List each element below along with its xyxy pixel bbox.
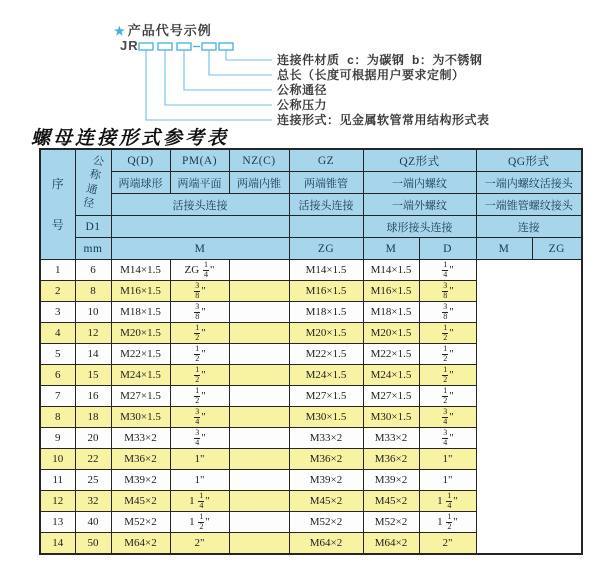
cell-qz-d: M45×2 [289,491,363,512]
connector-line [226,50,272,60]
pm-sub-label: 两端平面 [170,172,229,194]
cell-gz: 1" [170,470,229,491]
cell-gz: 1 $\frac{1}{2}$ " [170,512,229,533]
fraction: $\frac{1}{2}$ [443,364,448,384]
cell-qz-d: M36×2 [289,449,363,470]
cell-qg-m: M45×2 [363,491,419,512]
fraction: $\frac{1}{2}$ [443,322,448,342]
cell-m: M45×2 [111,491,170,512]
table-row [40,365,582,386]
diagram-title [114,20,212,39]
cell-qg-zg: $\frac{3}{8}$ " [419,302,476,323]
cell-seq: 3 [40,302,75,323]
cell-dn: 15 [75,365,111,386]
cell-gz: $\frac{1}{2}$ " [170,323,229,344]
header-row [40,194,582,216]
col-header-pm: PM(A) [170,149,229,172]
col-header-q: Q(D) [111,149,170,172]
cell-m: M20×1.5 [111,323,170,344]
qz-connection-label: 球形接头连接 [363,216,476,238]
empty-cell [111,216,289,238]
code-meaning-label: 连接件材质 c：为碳钢 b：为不锈钢 [277,53,483,67]
fraction: $\frac{1}{4}$ [447,490,452,510]
cell-qz-m [229,386,289,407]
table-row [40,449,582,470]
cell-qg-m: M20×1.5 [363,323,419,344]
table-row [40,407,582,428]
cell-qg-zg: $\frac{1}{2}$ " [419,344,476,365]
fraction: $\frac{3}{4}$ [195,427,200,447]
cell-seq: 10 [40,449,75,470]
empty-cell [289,216,363,238]
fraction: $\frac{3}{4}$ [195,406,200,426]
cell-qz-d: M64×2 [289,533,363,555]
cell-qg-zg: 1 $\frac{1}{4}$ " [419,491,476,512]
fraction: $\frac{3}{8}$ [443,280,448,300]
gz-connection-label: 活接头连接 [289,194,363,216]
code-meaning-label: 公称压力 [277,98,328,112]
qg-sub1-label: 一端内螺纹活接头 [476,172,582,194]
cell-m: M27×1.5 [111,386,170,407]
table-row [40,344,582,365]
cell-dn: 8 [75,281,111,302]
product-code-prefix: JR [120,38,139,53]
cell-qz-m [229,281,289,302]
cell-gz: ZG $\frac{1}{4}$ " [170,260,229,281]
cell-gz: $\frac{3}{4}$ " [170,428,229,449]
cell-qg-m: M22×1.5 [363,344,419,365]
cell-seq: 5 [40,344,75,365]
code-box [202,43,216,50]
cell-seq: 8 [40,407,75,428]
cell-dn: 14 [75,344,111,365]
table-row [40,302,582,323]
cell-dn: 12 [75,323,111,344]
cell-qg-m: M27×1.5 [363,386,419,407]
table-row [40,428,582,449]
gz-sub-label: 两端锥管 [289,172,363,194]
cell-qg-zg: $\frac{1}{2}$ " [419,386,476,407]
cell-qz-m [229,365,289,386]
qpn-connection-label: 活接头连接 [111,194,289,216]
fraction: $\frac{1}{2}$ [195,322,200,342]
fraction: $\frac{1}{2}$ [199,511,204,531]
cell-m: M30×1.5 [111,407,170,428]
cell-m: M64×2 [111,533,170,555]
nz-sub-label: 两端内锥 [229,172,289,194]
cell-qz-d: M33×2 [289,428,363,449]
col-header-nz: NZ(C) [229,149,289,172]
cell-seq: 11 [40,470,75,491]
cell-gz: $\frac{3}{4}$ " [170,407,229,428]
cell-dn: 25 [75,470,111,491]
cell-m: M18×1.5 [111,302,170,323]
cell-dn: 18 [75,407,111,428]
fraction: $\frac{3}{8}$ [195,301,200,321]
cell-seq: 12 [40,491,75,512]
cell-seq: 7 [40,386,75,407]
cell-qz-d: M14×1.5 [289,260,363,281]
star-icon: ★ [114,24,126,38]
cell-qg-m: M64×2 [363,533,419,555]
fraction: $\frac{3}{8}$ [443,301,448,321]
cell-seq: 1 [40,260,75,281]
cell-m: M36×2 [111,449,170,470]
cell-qg-zg: 2" [419,533,476,555]
cell-qg-zg: $\frac{3}{4}$ " [419,428,476,449]
cell-qz-m [229,470,289,491]
cell-qz-d: M39×2 [289,470,363,491]
cell-qz-m [229,512,289,533]
cell-qg-zg: $\frac{1}{2}$ " [419,365,476,386]
cell-qg-zg: $\frac{1}{2}$ " [419,323,476,344]
cell-dn: 6 [75,260,111,281]
table-row [40,260,582,281]
cell-qg-zg: $\frac{1}{4}$ " [419,260,476,281]
cell-m: M22×1.5 [111,344,170,365]
cell-qz-m [229,533,289,555]
cell-qz-m [229,260,289,281]
cell-m: M52×2 [111,512,170,533]
cell-gz: 1 $\frac{1}{4}$ " [170,491,229,512]
col-header-qz: QZ形式 [363,149,476,172]
code-box [177,43,191,50]
cell-qg-m: M16×1.5 [363,281,419,302]
code-meaning-label: 总长（长度可根据用户要求定制） [277,68,465,82]
cell-gz: 2" [170,533,229,555]
col-header-dn: 公称通径 [75,149,111,216]
code-box [158,43,172,50]
cell-qz-d: M20×1.5 [289,323,363,344]
cell-gz: $\frac{1}{2}$ " [170,386,229,407]
cell-qg-m: M52×2 [363,512,419,533]
code-box [139,43,153,50]
cell-m: M33×2 [111,428,170,449]
code-box [219,43,233,50]
fraction: $\frac{3}{4}$ [443,427,448,447]
qz-sub1-label: 一端内螺纹 [363,172,476,194]
cell-qg-m: M18×1.5 [363,302,419,323]
fraction: $\frac{1}{2}$ [195,364,200,384]
gz-unit-label: ZG [289,238,363,260]
table-row [40,491,582,512]
diagram-title-text: 产品代号示例 [127,23,212,38]
cell-qz-d: M27×1.5 [289,386,363,407]
cell-m: M14×1.5 [111,260,170,281]
cell-qg-m: M30×1.5 [363,407,419,428]
cell-qz-m [229,428,289,449]
fraction: $\frac{1}{4}$ [203,259,208,279]
qz-sub2-label: 一端外螺纹 [363,194,476,216]
connector-line [165,50,272,105]
code-meaning-label: 公称通径 [277,83,328,97]
cell-qz-d: M24×1.5 [289,365,363,386]
cell-qz-d: M18×1.5 [289,302,363,323]
col-header-qg: QG形式 [476,149,582,172]
fraction: $\frac{1}{4}$ [199,490,204,510]
header-row [40,216,582,238]
col-header-gz: GZ [289,149,363,172]
cell-qg-zg: 1" [419,470,476,491]
cell-qg-zg: 1 $\frac{1}{2}$ " [419,512,476,533]
cell-qz-m [229,323,289,344]
fraction: $\frac{1}{4}$ [443,259,448,279]
d1-label: D1 [75,216,111,238]
cell-gz: $\frac{3}{8}$ " [170,281,229,302]
table-body [40,260,582,555]
cell-seq: 9 [40,428,75,449]
cell-gz: $\frac{3}{8}$ " [170,302,229,323]
qpn-unit-label: M [111,238,289,260]
cell-qg-m: M36×2 [363,449,419,470]
cell-qz-m [229,407,289,428]
cell-qz-d: M52×2 [289,512,363,533]
cell-dn: 16 [75,386,111,407]
qz-unit-m-label: M [363,238,419,260]
cell-gz: $\frac{1}{2}$ " [170,344,229,365]
fraction: $\frac{3}{4}$ [443,406,448,426]
header-row [40,238,582,260]
qg-sub2-label: 一端锥管螺纹接头 [476,194,582,216]
header-row [40,172,582,194]
cell-seq: 13 [40,512,75,533]
cell-qg-m: M39×2 [363,470,419,491]
cell-gz: 1" [170,449,229,470]
cell-qg-m: M24×1.5 [363,365,419,386]
cell-m: M16×1.5 [111,281,170,302]
table-title: 螺母连接形式参考表 [31,128,230,149]
cell-seq: 14 [40,533,75,555]
table-row [40,386,582,407]
code-meaning-label: 连接形式：见金属软管常用结构形式表 [277,113,490,127]
cell-seq: 4 [40,323,75,344]
cell-seq: 6 [40,365,75,386]
reference-table [39,148,583,555]
cell-qz-d: M22×1.5 [289,344,363,365]
cell-dn: 40 [75,512,111,533]
fraction: $\frac{1}{2}$ [195,343,200,363]
cell-m: M39×2 [111,470,170,491]
cell-qg-zg: 1" [419,449,476,470]
qg-unit-m-label: M [476,238,532,260]
header-row [40,149,582,172]
cell-qz-m [229,491,289,512]
cell-dn: 22 [75,449,111,470]
q-sub-label: 两端球形 [111,172,170,194]
connector-line [184,50,272,90]
cell-dn: 32 [75,491,111,512]
cell-qz-d: M16×1.5 [289,281,363,302]
col-header-seq: 序号 [40,149,75,260]
fraction: $\frac{1}{2}$ [195,385,200,405]
cell-qz-m [229,302,289,323]
mm-unit-label: mm [75,238,111,260]
fraction: $\frac{1}{2}$ [443,343,448,363]
cell-qz-m [229,449,289,470]
qg-connection-label: 连接 [476,216,582,238]
cell-qg-m: M33×2 [363,428,419,449]
cell-qz-d: M30×1.5 [289,407,363,428]
qz-unit-d-label: D [419,238,476,260]
cell-qz-m [229,344,289,365]
connector-line [209,50,272,75]
fraction: $\frac{1}{2}$ [447,511,452,531]
table-row [40,512,582,533]
cell-gz: $\frac{1}{2}$ " [170,365,229,386]
cell-qg-zg: $\frac{3}{4}$ " [419,407,476,428]
cell-dn: 50 [75,533,111,555]
fraction: $\frac{1}{2}$ [443,385,448,405]
cell-m: M24×1.5 [111,365,170,386]
fraction: $\frac{3}{8}$ [195,280,200,300]
table-row [40,323,582,344]
cell-seq: 2 [40,281,75,302]
table-row [40,281,582,302]
table-row [40,470,582,491]
cell-qg-zg: $\frac{3}{8}$ " [419,281,476,302]
cell-dn: 10 [75,302,111,323]
cell-qg-m: M14×1.5 [363,260,419,281]
cell-dn: 20 [75,428,111,449]
qg-unit-zg-label: ZG [532,238,582,260]
table-row [40,533,582,555]
